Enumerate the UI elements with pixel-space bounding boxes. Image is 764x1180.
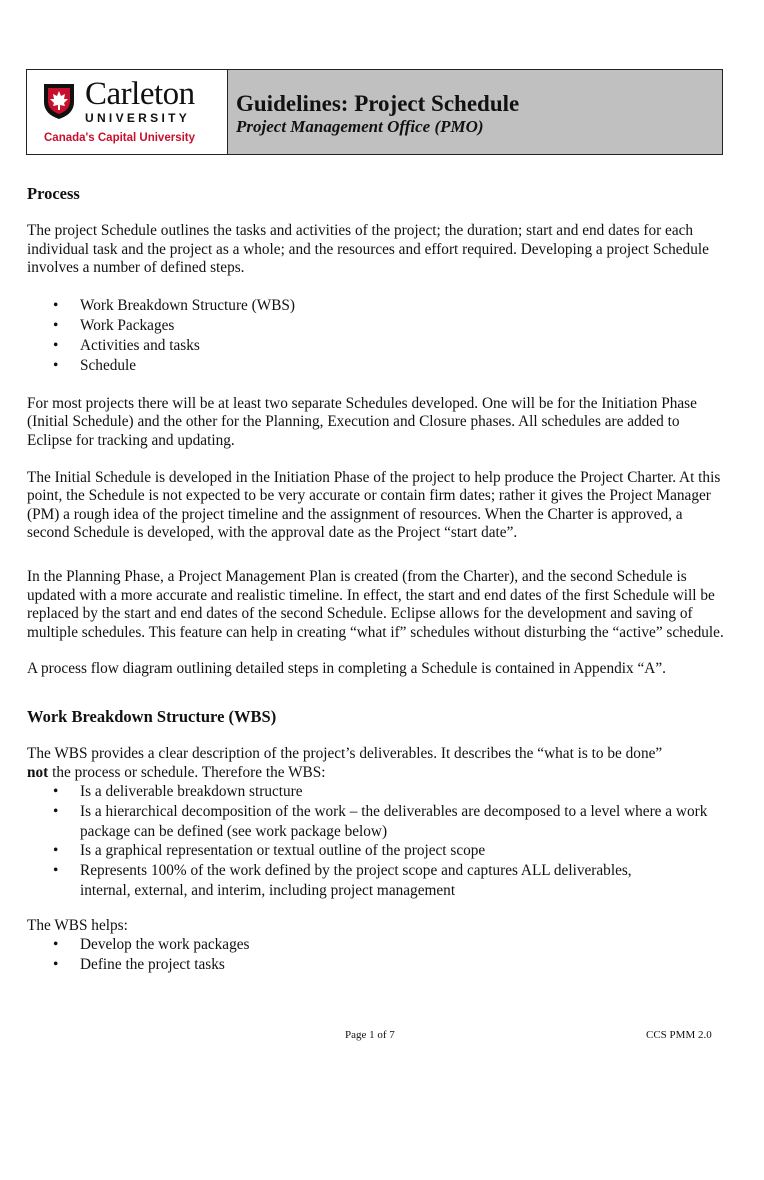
process-intro: The project Schedule outlines the tasks and activities of the project; the duration; start and end dates for each individual task and the project as a whole; and the resources and effort required. Developing a project Schedule involves a number of defined steps. xyxy=(27,222,709,277)
process-heading: Process xyxy=(27,184,80,203)
wbs-helps-label: The WBS helps: xyxy=(27,916,128,934)
list-item: • Is a graphical representation or textual outline of the project scope xyxy=(80,841,727,861)
logo-university-text: UNIVERSITY xyxy=(85,111,191,125)
list-item: • Schedule xyxy=(80,356,727,376)
paragraph: For most projects there will be at least two separate Schedules developed. One will be for the Initiation Phase (Initial Schedule) and the other for the Planning, Execution and Closure phases. All schedules are added to Eclipse for tracking and updating. xyxy=(27,394,697,449)
wbs-intro xyxy=(27,745,727,782)
logo-tagline: Canada's Capital University xyxy=(44,132,196,144)
list-item: • Is a deliverable breakdown structure xyxy=(80,782,727,802)
page-number: Page 1 of 7 xyxy=(345,1029,395,1041)
document-subtitle: Project Management Office (PMO) xyxy=(236,117,484,136)
list-item: • Work Breakdown Structure (WBS) xyxy=(80,296,727,316)
list-item: • Is a hierarchical decomposition of the work – the deliverables are decomposed to a level where a work package can be defined (see work package below) xyxy=(80,802,727,842)
shield-icon xyxy=(43,82,75,120)
wbs-intro-emphasis: not xyxy=(27,763,49,781)
wbs-bullets-list xyxy=(27,782,727,901)
wbs-intro-text: The WBS provides a clear description of the project’s deliverables. It describes the “what is to be done” xyxy=(27,744,663,762)
document-title: Guidelines: Project Schedule xyxy=(236,91,520,116)
process-steps-list xyxy=(27,296,727,376)
list-item: • Define the project tasks xyxy=(80,955,727,975)
logo-wordmark: Carleton xyxy=(85,76,195,112)
document-body xyxy=(27,184,727,975)
list-item: • Work Packages xyxy=(80,316,727,336)
wbs-helps-list xyxy=(27,935,727,975)
paragraph: A process flow diagram outlining detailed steps in completing a Schedule is contained in Appendix “A”. xyxy=(27,660,666,678)
paragraph: The Initial Schedule is developed in the Initiation Phase of the project to help produce the Project Charter. At this point, the Schedule is not expected to be very accurate or contain firm dates; rather it gives the Project Manager (PM) a rough idea of the project timeline and the assignment of resources. When the Charter is approved, a second Schedule is developed, with the approval date as the Project “start date”. xyxy=(27,468,721,542)
list-item: • Activities and tasks xyxy=(80,336,727,356)
document-header xyxy=(26,69,723,155)
title-block xyxy=(228,70,722,154)
wbs-intro-rest: the process or schedule. Therefore the WBS: xyxy=(48,763,326,781)
list-item: • Develop the work packages xyxy=(80,935,727,955)
university-logo xyxy=(27,70,228,154)
list-item: • Represents 100% of the work defined by the project scope and captures ALL deliverables, internal, external, and interim, including project management xyxy=(80,861,727,901)
wbs-heading: Work Breakdown Structure (WBS) xyxy=(27,706,277,726)
document-code: CCS PMM 2.0 xyxy=(646,1029,712,1041)
paragraph: In the Planning Phase, a Project Management Plan is created (from the Charter), and the second Schedule is updated with a more accurate and realistic timeline. In effect, the start and end dates of the first Schedule will be replaced by the start and end dates of the second Schedule. Eclipse allows for the development and saving of multiple schedules. This feature can help in creating “what if” schedules without disturbing the “active” schedule. xyxy=(27,567,724,641)
